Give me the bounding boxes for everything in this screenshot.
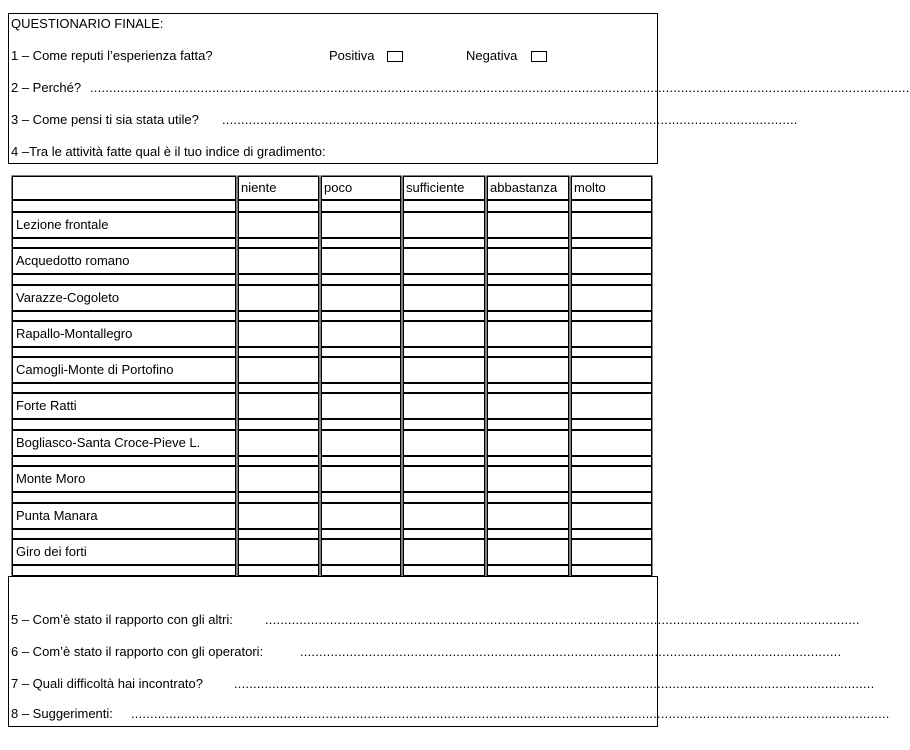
table-spacer-cell [487, 529, 569, 539]
table-spacer-cell [12, 347, 236, 357]
rating-cell[interactable] [238, 248, 319, 274]
rating-cell[interactable] [321, 357, 401, 383]
table-spacer-cell [403, 492, 485, 503]
table-spacer-cell [487, 419, 569, 430]
rating-cell[interactable] [487, 503, 569, 529]
column-header-label: niente [241, 180, 277, 195]
table-spacer-cell [321, 419, 401, 430]
table-spacer-cell [487, 383, 569, 393]
table-spacer-cell [403, 311, 485, 321]
table-spacer-cell [487, 456, 569, 466]
answer-line-3[interactable]: ....................................................................................................................................................... [222, 112, 798, 127]
table-spacer-cell [403, 565, 485, 576]
table-spacer-cell [487, 238, 569, 248]
answer-line-2[interactable]: ....................................................................................................................................................................................................................... [90, 80, 910, 95]
rating-cell[interactable] [321, 212, 401, 238]
table-spacer-cell [487, 492, 569, 503]
rating-cell[interactable] [571, 248, 652, 274]
table-spacer-cell [403, 456, 485, 466]
table-row-label [12, 321, 236, 347]
rating-cell[interactable] [321, 285, 401, 311]
table-spacer-cell [12, 200, 236, 212]
rating-cell[interactable] [238, 466, 319, 492]
table-spacer-cell [487, 200, 569, 212]
rating-cell[interactable] [321, 321, 401, 347]
rating-cell[interactable] [403, 466, 485, 492]
table-spacer-cell [321, 456, 401, 466]
rating-cell[interactable] [403, 321, 485, 347]
rating-cell[interactable] [403, 285, 485, 311]
table-spacer-cell [238, 529, 319, 539]
rating-cell[interactable] [487, 285, 569, 311]
table-spacer-cell [321, 529, 401, 539]
table-spacer-cell [238, 274, 319, 285]
column-header-label: abbastanza [490, 180, 558, 195]
column-header [238, 176, 319, 200]
rating-cell[interactable] [403, 357, 485, 383]
form-title: QUESTIONARIO FINALE: [11, 16, 164, 31]
rating-cell[interactable] [321, 248, 401, 274]
table-spacer-cell [571, 238, 652, 248]
table-spacer-cell [12, 383, 236, 393]
table-spacer-cell [571, 383, 652, 393]
rating-cell[interactable] [487, 357, 569, 383]
table-spacer-cell [403, 347, 485, 357]
question-1: 1 – Come reputi l’esperienza fatta? [11, 48, 213, 63]
answer-line-7[interactable]: ........................................................................................................................................................................ [234, 676, 875, 691]
rating-cell[interactable] [403, 503, 485, 529]
question-8: 8 – Suggerimenti: [11, 706, 113, 721]
question-4: 4 –Tra le attività fatte qual è il tuo indice di gradimento: [11, 144, 326, 159]
table-row-label [12, 285, 236, 311]
negative-label: Negativa [466, 48, 518, 63]
rating-cell[interactable] [487, 393, 569, 419]
table-spacer-cell [12, 311, 236, 321]
activity-name: Lezione frontale [16, 217, 109, 232]
rating-cell[interactable] [487, 539, 569, 565]
table-spacer-cell [571, 419, 652, 430]
table-spacer-cell [321, 383, 401, 393]
rating-cell[interactable] [238, 212, 319, 238]
rating-cell[interactable] [487, 212, 569, 238]
table-spacer-cell [487, 311, 569, 321]
activity-name: Varazze-Cogoleto [16, 290, 120, 305]
table-spacer-cell [403, 529, 485, 539]
column-header [487, 176, 569, 200]
table-spacer-cell [238, 492, 319, 503]
column-header-label: sufficiente [406, 180, 465, 195]
table-spacer-cell [12, 419, 236, 430]
table-spacer-cell [571, 529, 652, 539]
column-header [571, 176, 652, 200]
rating-cell[interactable] [571, 503, 652, 529]
column-header [403, 176, 485, 200]
activity-name: Giro dei forti [16, 544, 87, 559]
table-spacer-cell [321, 274, 401, 285]
table-spacer-cell [238, 456, 319, 466]
table-spacer-cell [12, 492, 236, 503]
question-7: 7 – Quali difficoltà hai incontrato? [11, 676, 203, 691]
rating-cell[interactable] [238, 357, 319, 383]
positive-checkbox[interactable] [387, 51, 403, 62]
activity-name: Monte Moro [16, 471, 86, 486]
rating-cell[interactable] [238, 393, 319, 419]
table-spacer-cell [321, 200, 401, 212]
table-row-label [12, 212, 236, 238]
rating-cell[interactable] [571, 393, 652, 419]
rating-cell[interactable] [238, 430, 319, 456]
rating-cell[interactable] [321, 503, 401, 529]
table-spacer-cell [571, 565, 652, 576]
table-spacer-cell [238, 200, 319, 212]
column-header-label: poco [324, 180, 353, 195]
table-spacer-cell [487, 565, 569, 576]
rating-cell[interactable] [238, 321, 319, 347]
rating-cell[interactable] [321, 466, 401, 492]
rating-cell[interactable] [321, 539, 401, 565]
question-3: 3 – Come pensi ti sia stata utile? [11, 112, 199, 127]
table-spacer-cell [321, 492, 401, 503]
column-header-label: molto [574, 180, 606, 195]
rating-cell[interactable] [487, 430, 569, 456]
rating-cell[interactable] [321, 393, 401, 419]
rating-cell[interactable] [238, 503, 319, 529]
table-spacer-cell [321, 311, 401, 321]
rating-cell[interactable] [403, 248, 485, 274]
rating-cell[interactable] [487, 466, 569, 492]
table-spacer-cell [12, 529, 236, 539]
rating-cell[interactable] [571, 285, 652, 311]
table-spacer-cell [238, 347, 319, 357]
table-spacer-cell [238, 419, 319, 430]
answer-line-8[interactable]: ....................................................................................................................................................................................................... [131, 706, 890, 721]
table-spacer-cell [571, 492, 652, 503]
table-spacer-cell [571, 200, 652, 212]
table-row-label [12, 503, 236, 529]
table-spacer-cell [321, 347, 401, 357]
rating-cell[interactable] [238, 539, 319, 565]
rating-cell[interactable] [403, 212, 485, 238]
table-spacer-cell [238, 565, 319, 576]
table-spacer-cell [12, 456, 236, 466]
table-spacer-cell [403, 419, 485, 430]
table-spacer-cell [403, 383, 485, 393]
table-spacer-cell [571, 456, 652, 466]
table-spacer-cell [571, 311, 652, 321]
table-row-label [12, 430, 236, 456]
rating-cell[interactable] [571, 212, 652, 238]
table-spacer-cell [238, 383, 319, 393]
question-5: 5 – Com’è stato il rapporto con gli altri: [11, 612, 233, 627]
rating-cell[interactable] [571, 539, 652, 565]
table-spacer-cell [487, 274, 569, 285]
rating-cell[interactable] [238, 285, 319, 311]
activity-name: Forte Ratti [16, 398, 77, 413]
table-row-label [12, 393, 236, 419]
table-spacer-cell [403, 200, 485, 212]
rating-cell[interactable] [487, 321, 569, 347]
activity-name: Rapallo-Montallegro [16, 326, 133, 341]
table-row-label [12, 357, 236, 383]
negative-checkbox[interactable] [531, 51, 547, 62]
table-spacer-cell [571, 274, 652, 285]
activity-name: Acquedotto romano [16, 253, 130, 268]
table-spacer-cell [12, 238, 236, 248]
table-row-label [12, 248, 236, 274]
activity-name: Camogli-Monte di Portofino [16, 362, 174, 377]
rating-cell[interactable] [571, 430, 652, 456]
rating-cell[interactable] [571, 466, 652, 492]
rating-cell[interactable] [321, 430, 401, 456]
rating-cell[interactable] [487, 248, 569, 274]
table-spacer-cell [571, 347, 652, 357]
table-row-label [12, 539, 236, 565]
table-spacer-cell [12, 565, 236, 576]
table-spacer-cell [403, 238, 485, 248]
column-header [321, 176, 401, 200]
rating-cell[interactable] [403, 539, 485, 565]
table-spacer-cell [238, 311, 319, 321]
rating-cell[interactable] [403, 393, 485, 419]
table-spacer-cell [321, 565, 401, 576]
positive-label: Positiva [329, 48, 375, 63]
table-spacer-cell [321, 238, 401, 248]
table-header-corner [12, 176, 236, 200]
activity-name: Bogliasco-Santa Croce-Pieve L. [16, 435, 201, 450]
answer-line-5[interactable]: ............................................................................................................................................................ [265, 612, 860, 627]
rating-cell[interactable] [571, 357, 652, 383]
question-2: 2 – Perché? [11, 80, 82, 95]
table-spacer-cell [238, 238, 319, 248]
activity-name: Punta Manara [16, 508, 98, 523]
table-spacer-cell [403, 274, 485, 285]
table-row-label [12, 466, 236, 492]
table-spacer-cell [12, 274, 236, 285]
rating-cell[interactable] [403, 430, 485, 456]
rating-cell[interactable] [571, 321, 652, 347]
answer-line-6[interactable]: .............................................................................................................................................. [300, 644, 842, 659]
table-spacer-cell [487, 347, 569, 357]
question-6: 6 – Com’è stato il rapporto con gli operatori: [11, 644, 264, 659]
